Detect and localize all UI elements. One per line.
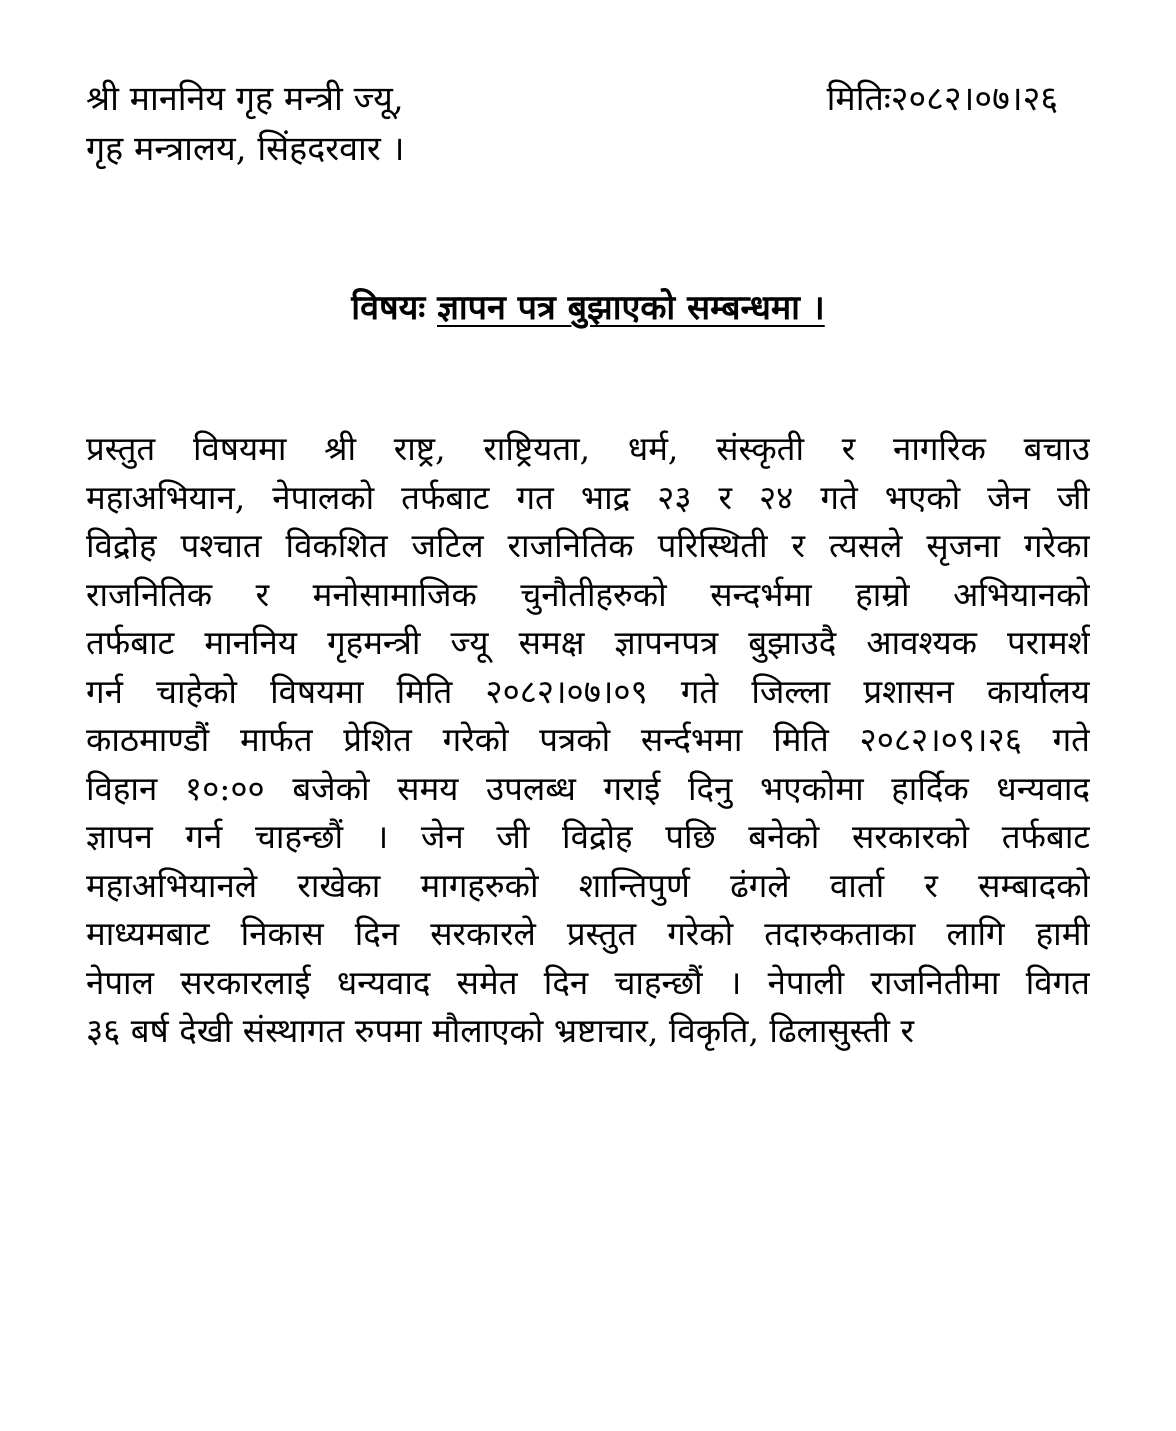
body-line: माध्यमबाट निकास दिन सरकारले प्रस्तुत गरेको तदारुकताका लागि हामी — [86, 914, 1090, 953]
body-line: तर्फबाट माननिय गृहमन्त्री ज्यू समक्ष ज्ञापनपत्र बुझाउदै आवश्यक परामर्श — [86, 623, 1090, 662]
body-line: महाअभियानले राखेका मागहरुको शान्तिपुर्ण ढंगले वार्ता र सम्बादको — [86, 865, 1090, 905]
body-line: विहान १०:०० बजेको समय उपलब्ध गराई दिनु भएकोमा हार्दिक धन्यवाद — [86, 768, 1090, 808]
body-line: काठमाण्डौं मार्फत प्रेशित गरेको पत्रको सर्न्दभमा मिति २०८२।०९।२६ गते — [86, 720, 1090, 759]
subject-label: विषयः — [351, 288, 426, 328]
addressee-line-1: श्री माननिय गृह मन्त्री ज्यू, — [86, 79, 404, 119]
body-line: गर्न चाहेको विषयमा मिति २०८२।०७।०९ गते जिल्ला प्रशासन कार्यालय — [86, 671, 1090, 711]
body-line: ज्ञापन गर्न चाहन्छौं । जेन जी विद्रोह पछि बनेको सरकारको तर्फबाट — [86, 817, 1090, 856]
subject-line — [0, 283, 1176, 333]
body-line: महाअभियान, नेपालको तर्फबाट गत भाद्र २३ र २४ गते भएको जेन जी — [86, 477, 1090, 517]
addressee-block — [86, 74, 404, 174]
body-line: राजनितिक र मनोसामाजिक चुनौतीहरुको सन्दर्भमा हाम्रो अभियानको — [86, 574, 1090, 614]
body-line: प्रस्तुत विषयमा श्री राष्ट्र, राष्ट्रियता, धर्म, संस्कृती र नागरिक बचाउ — [86, 429, 1090, 468]
subject-text: ज्ञापन पत्र बुझाएको सम्बन्धमा । — [437, 288, 825, 328]
letter-body — [86, 425, 1090, 1056]
body-line: ३६ बर्ष देखी संस्थागत रुपमा मौलाएको भ्रष्टाचार, विकृति, ढिलासुस्ती र — [86, 1011, 914, 1050]
body-line: नेपाल सरकारलाई धन्यवाद समेत दिन चाहन्छौं । नेपाली राजनितीमा विगत — [86, 962, 1090, 1002]
letter-date: मितिः२०८२।०७।२६ — [826, 79, 1058, 119]
addressee-line-2: गृह मन्त्रालय, सिंहदरवार । — [86, 129, 405, 169]
body-line: विद्रोह पश्चात विकशित जटिल राजनितिक परिस्थिती र त्यसले सृजना गरेका — [86, 526, 1090, 565]
